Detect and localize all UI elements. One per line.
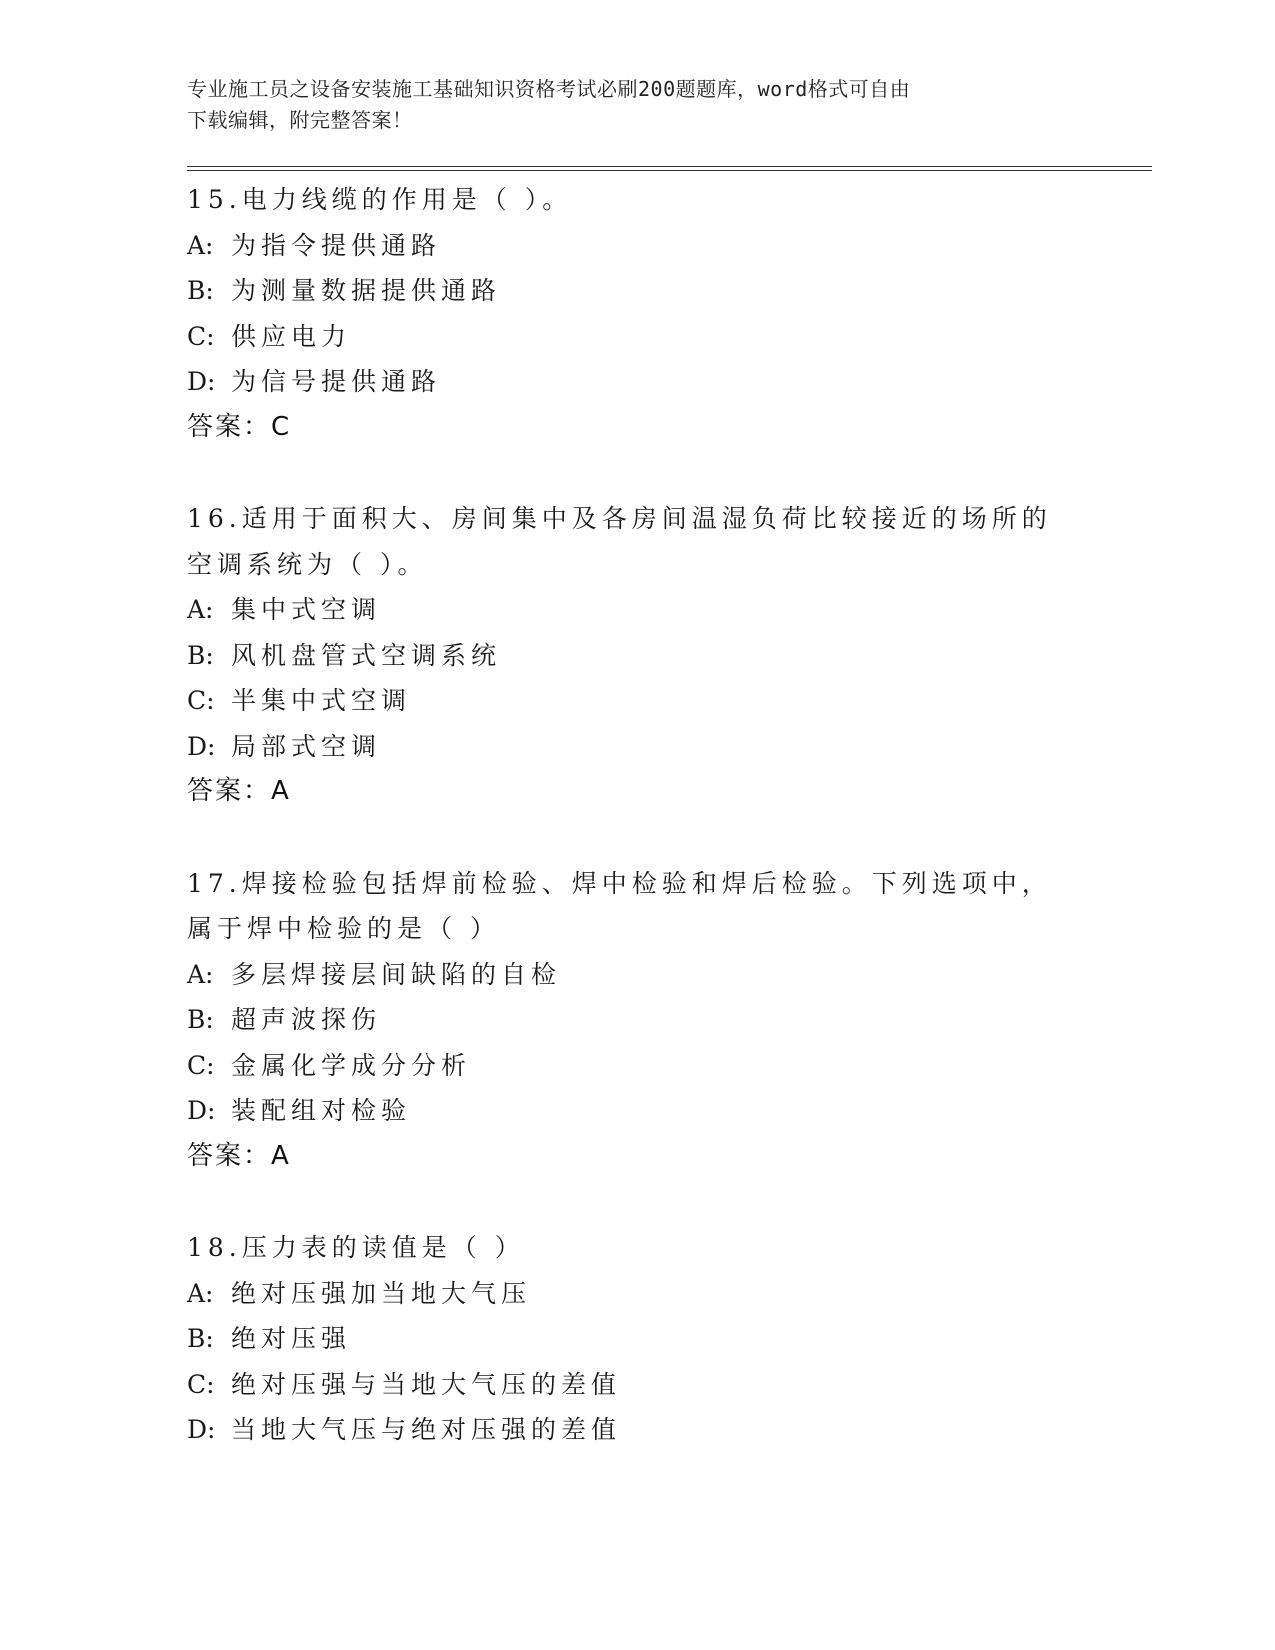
answer-option xyxy=(187,1316,1152,1362)
option-text: 半集中式空调 xyxy=(231,686,412,715)
question-stem: 17.焊接检验包括焊前检验、焊中检验和焊后检验。下列选项中，属于焊中检验的是（ ） xyxy=(187,868,1052,943)
document-header xyxy=(187,74,1152,136)
option-text: 绝对压强加当地大气压 xyxy=(231,1278,532,1308)
answer-line xyxy=(187,769,1152,815)
answer-line xyxy=(187,1134,1152,1180)
answer-option xyxy=(187,1271,1152,1317)
option-key: A: xyxy=(187,1278,214,1308)
answer-option xyxy=(187,997,1152,1043)
option-text: 装配组对检验 xyxy=(231,1096,412,1125)
option-text: 局部式空调 xyxy=(231,731,382,761)
header-line-2: 下载编辑，附完整答案！ xyxy=(187,108,413,132)
option-key: B: xyxy=(187,276,214,305)
option-key: C: xyxy=(187,1369,215,1399)
option-key: A: xyxy=(187,595,214,624)
question-stem: 15.电力线缆的作用是（ ）。 xyxy=(187,185,573,214)
answer-option xyxy=(187,268,1152,314)
question-stem: 18.压力表的读值是（ ） xyxy=(187,1233,525,1262)
option-key: D: xyxy=(187,367,216,396)
option-text: 绝对压强与当地大气压的差值 xyxy=(231,1369,622,1399)
question-block xyxy=(187,177,1152,450)
question-block xyxy=(187,861,1152,1180)
option-text: 风机盘管式空调系统 xyxy=(231,640,502,670)
answer-option xyxy=(187,1407,1152,1453)
option-key: D: xyxy=(187,1096,216,1125)
option-text: 当地大气压与绝对压强的差值 xyxy=(231,1415,622,1444)
answer-option xyxy=(187,223,1152,269)
answer-option xyxy=(187,1088,1152,1134)
option-text: 金属化学成分分析 xyxy=(231,1050,472,1080)
header-divider xyxy=(187,166,1152,171)
option-key: B: xyxy=(187,1005,214,1034)
answer-label: 答案： xyxy=(187,1140,272,1171)
answer-option xyxy=(187,633,1152,679)
option-text: 多层焊接层间缺陷的自检 xyxy=(231,959,562,989)
option-key: D: xyxy=(187,1415,216,1444)
option-text: 绝对压强 xyxy=(231,1324,352,1353)
answer-line xyxy=(187,405,1152,451)
option-key: A: xyxy=(187,230,214,260)
answer-label: 答案： xyxy=(187,776,272,806)
option-text: 供应电力 xyxy=(231,321,352,351)
option-text: 超声波探伤 xyxy=(231,1005,382,1034)
option-key: B: xyxy=(187,640,214,670)
answer-value: A xyxy=(271,776,290,806)
answer-value: A xyxy=(271,1140,290,1171)
document-page xyxy=(187,74,1152,1499)
header-line-1: 专业施工员之设备安装施工基础知识资格考试必刷200题题库，word格式可自由 xyxy=(187,77,911,101)
option-key: C: xyxy=(187,1050,215,1080)
answer-option xyxy=(187,678,1152,724)
option-text: 为测量数据提供通路 xyxy=(231,276,502,305)
option-key: D: xyxy=(187,731,216,761)
question-block xyxy=(187,496,1152,815)
option-key: C: xyxy=(187,686,215,715)
answer-option xyxy=(187,1362,1152,1408)
option-text: 为指令提供通路 xyxy=(231,230,442,260)
answer-option xyxy=(187,952,1152,998)
option-text: 为信号提供通路 xyxy=(231,367,442,396)
question-block xyxy=(187,1225,1152,1453)
answer-option xyxy=(187,587,1152,633)
option-key: A: xyxy=(187,959,214,989)
answer-option xyxy=(187,1043,1152,1089)
answer-value: C xyxy=(271,411,291,442)
question-list xyxy=(187,177,1152,1453)
answer-option xyxy=(187,359,1152,405)
answer-option xyxy=(187,314,1152,360)
option-text: 集中式空调 xyxy=(231,595,382,624)
question-stem: 16.适用于面积大、房间集中及各房间温湿负荷比较接近的场所的空调系统为（ ）。 xyxy=(187,504,1052,579)
option-key: B: xyxy=(187,1324,214,1353)
answer-label: 答案： xyxy=(187,411,272,442)
answer-option xyxy=(187,724,1152,770)
option-key: C: xyxy=(187,321,215,351)
